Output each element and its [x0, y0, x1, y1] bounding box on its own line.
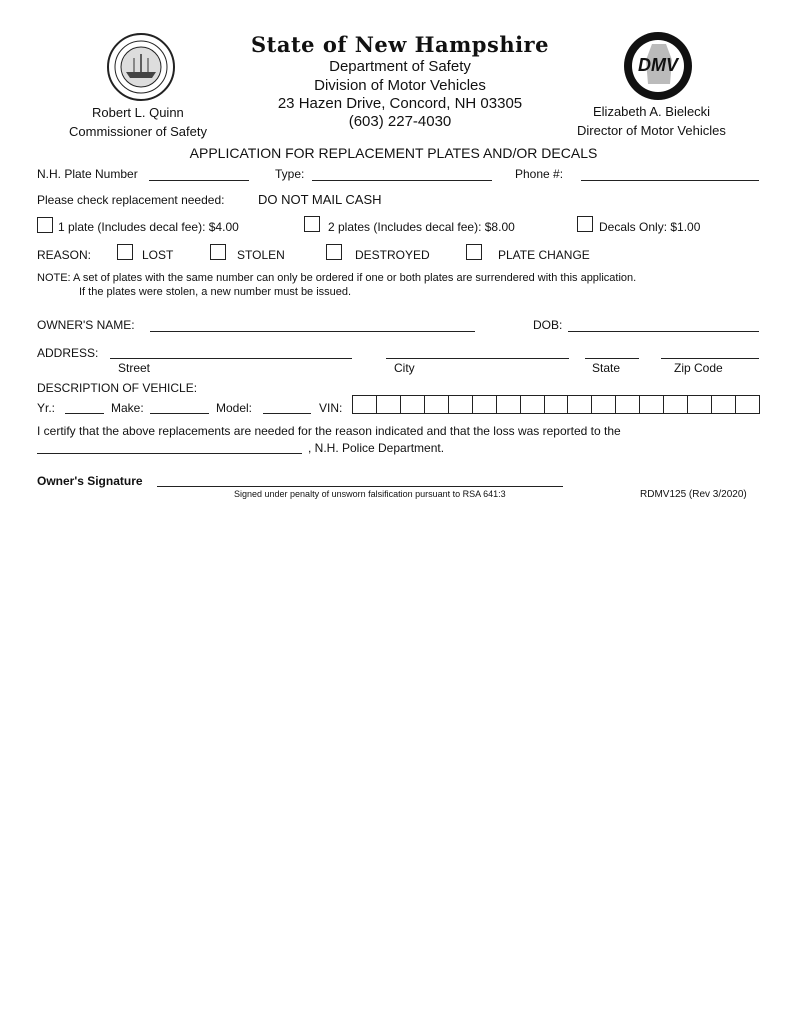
vehicle-description-label: DESCRIPTION OF VEHICLE: — [37, 381, 198, 395]
plate-number-label: N.H. Plate Number — [37, 167, 138, 181]
model-label: Model: — [216, 401, 253, 415]
dmv-logo-text: DMV — [638, 55, 678, 75]
department-name: Department of Safety — [329, 58, 471, 75]
decals-only-label: Decals Only: $1.00 — [599, 220, 701, 234]
vin-cell[interactable] — [353, 396, 377, 413]
state-caption: State — [592, 361, 621, 375]
two-plates-checkbox[interactable] — [304, 216, 320, 232]
address-label: ADDRESS: — [37, 346, 99, 360]
two-plates-label: 2 plates (Includes decal fee): $8.00 — [328, 220, 515, 234]
vin-cell[interactable] — [521, 396, 545, 413]
make-label: Make: — [111, 401, 144, 415]
vin-cell[interactable] — [401, 396, 425, 413]
vin-cell[interactable] — [568, 396, 592, 413]
signature-field[interactable] — [157, 486, 563, 487]
make-field[interactable] — [150, 413, 209, 414]
city-caption: City — [394, 361, 415, 375]
vin-cell[interactable] — [449, 396, 473, 413]
signature-label: Owner's Signature — [37, 474, 143, 488]
type-label: Type: — [275, 167, 305, 181]
agency-address: 23 Hazen Drive, Concord, NH 03305 — [277, 95, 523, 112]
state-seal — [106, 32, 176, 102]
type-field[interactable] — [312, 180, 492, 181]
vin-cell[interactable] — [497, 396, 521, 413]
dmv-logo — [622, 30, 694, 102]
phone-label: Phone #: — [515, 167, 564, 181]
certify-text: I certify that the above replacements are needed for the reason indicated and that the loss was reported to the — [37, 424, 621, 438]
form-title: APPLICATION FOR REPLACEMENT PLATES AND/OR DECALS — [189, 145, 598, 161]
reason-label: REASON: — [37, 248, 92, 262]
vin-cell[interactable] — [664, 396, 688, 413]
destroyed-checkbox[interactable] — [326, 244, 342, 260]
vin-cell[interactable] — [736, 396, 759, 413]
agency-phone: (603) 227-4030 — [348, 113, 452, 130]
zip-caption: Zip Code — [674, 361, 723, 375]
plate-change-label: PLATE CHANGE — [498, 248, 590, 262]
plate-number-field[interactable] — [149, 180, 249, 181]
destroyed-label: DESTROYED — [355, 248, 430, 262]
vin-cell[interactable] — [640, 396, 664, 413]
plate-change-checkbox[interactable] — [466, 244, 482, 260]
owner-name-field[interactable] — [150, 331, 475, 332]
state-title: State of New Hampshire — [251, 32, 549, 57]
stolen-label: STOLEN — [237, 248, 285, 262]
vin-cell[interactable] — [592, 396, 616, 413]
one-plate-label: 1 plate (Includes decal fee): $4.00 — [58, 220, 239, 234]
vin-cell[interactable] — [688, 396, 712, 413]
state-field[interactable] — [585, 358, 639, 359]
year-label: Yr.: — [37, 401, 56, 415]
vin-field[interactable] — [352, 395, 760, 414]
vin-label: VIN: — [319, 401, 343, 415]
vin-cell[interactable] — [545, 396, 569, 413]
vin-cell[interactable] — [616, 396, 640, 413]
street-caption: Street — [118, 361, 151, 375]
dob-field[interactable] — [568, 331, 759, 332]
police-department-field[interactable] — [37, 453, 302, 454]
division-name: Division of Motor Vehicles — [314, 77, 486, 94]
right-official-name: Elizabeth A. Bielecki — [593, 104, 711, 119]
right-official-title: Director of Motor Vehicles — [577, 123, 726, 138]
owner-name-label: OWNER'S NAME: — [37, 318, 135, 332]
stolen-checkbox[interactable] — [210, 244, 226, 260]
check-needed-label: Please check replacement needed: — [37, 193, 225, 207]
street-field[interactable] — [110, 358, 352, 359]
one-plate-checkbox[interactable] — [37, 217, 53, 233]
model-field[interactable] — [263, 413, 311, 414]
lost-label: LOST — [142, 248, 174, 262]
dob-label: DOB: — [533, 318, 563, 332]
no-cash-notice: DO NOT MAIL CASH — [258, 192, 382, 207]
form-id: RDMV125 (Rev 3/2020) — [640, 489, 747, 500]
city-field[interactable] — [386, 358, 569, 359]
police-department-suffix: , N.H. Police Department. — [308, 441, 445, 455]
vin-cell[interactable] — [712, 396, 736, 413]
zip-field[interactable] — [661, 358, 759, 359]
vin-cell[interactable] — [377, 396, 401, 413]
signature-note: Signed under penalty of unsworn falsification pursuant to RSA 641:3 — [234, 489, 506, 499]
decals-only-checkbox[interactable] — [577, 216, 593, 232]
left-official-title: Commissioner of Safety — [69, 124, 207, 139]
phone-field[interactable] — [581, 180, 759, 181]
year-field[interactable] — [65, 413, 104, 414]
vin-cell[interactable] — [473, 396, 497, 413]
lost-checkbox[interactable] — [117, 244, 133, 260]
note-line-1: NOTE: A set of plates with the same number can only be ordered if one or both plates are surrendered with this application. — [37, 272, 637, 284]
note-line-2: If the plates were stolen, a new number must be issued. — [79, 286, 352, 298]
left-official-name: Robert L. Quinn — [92, 105, 184, 120]
vin-cell[interactable] — [425, 396, 449, 413]
